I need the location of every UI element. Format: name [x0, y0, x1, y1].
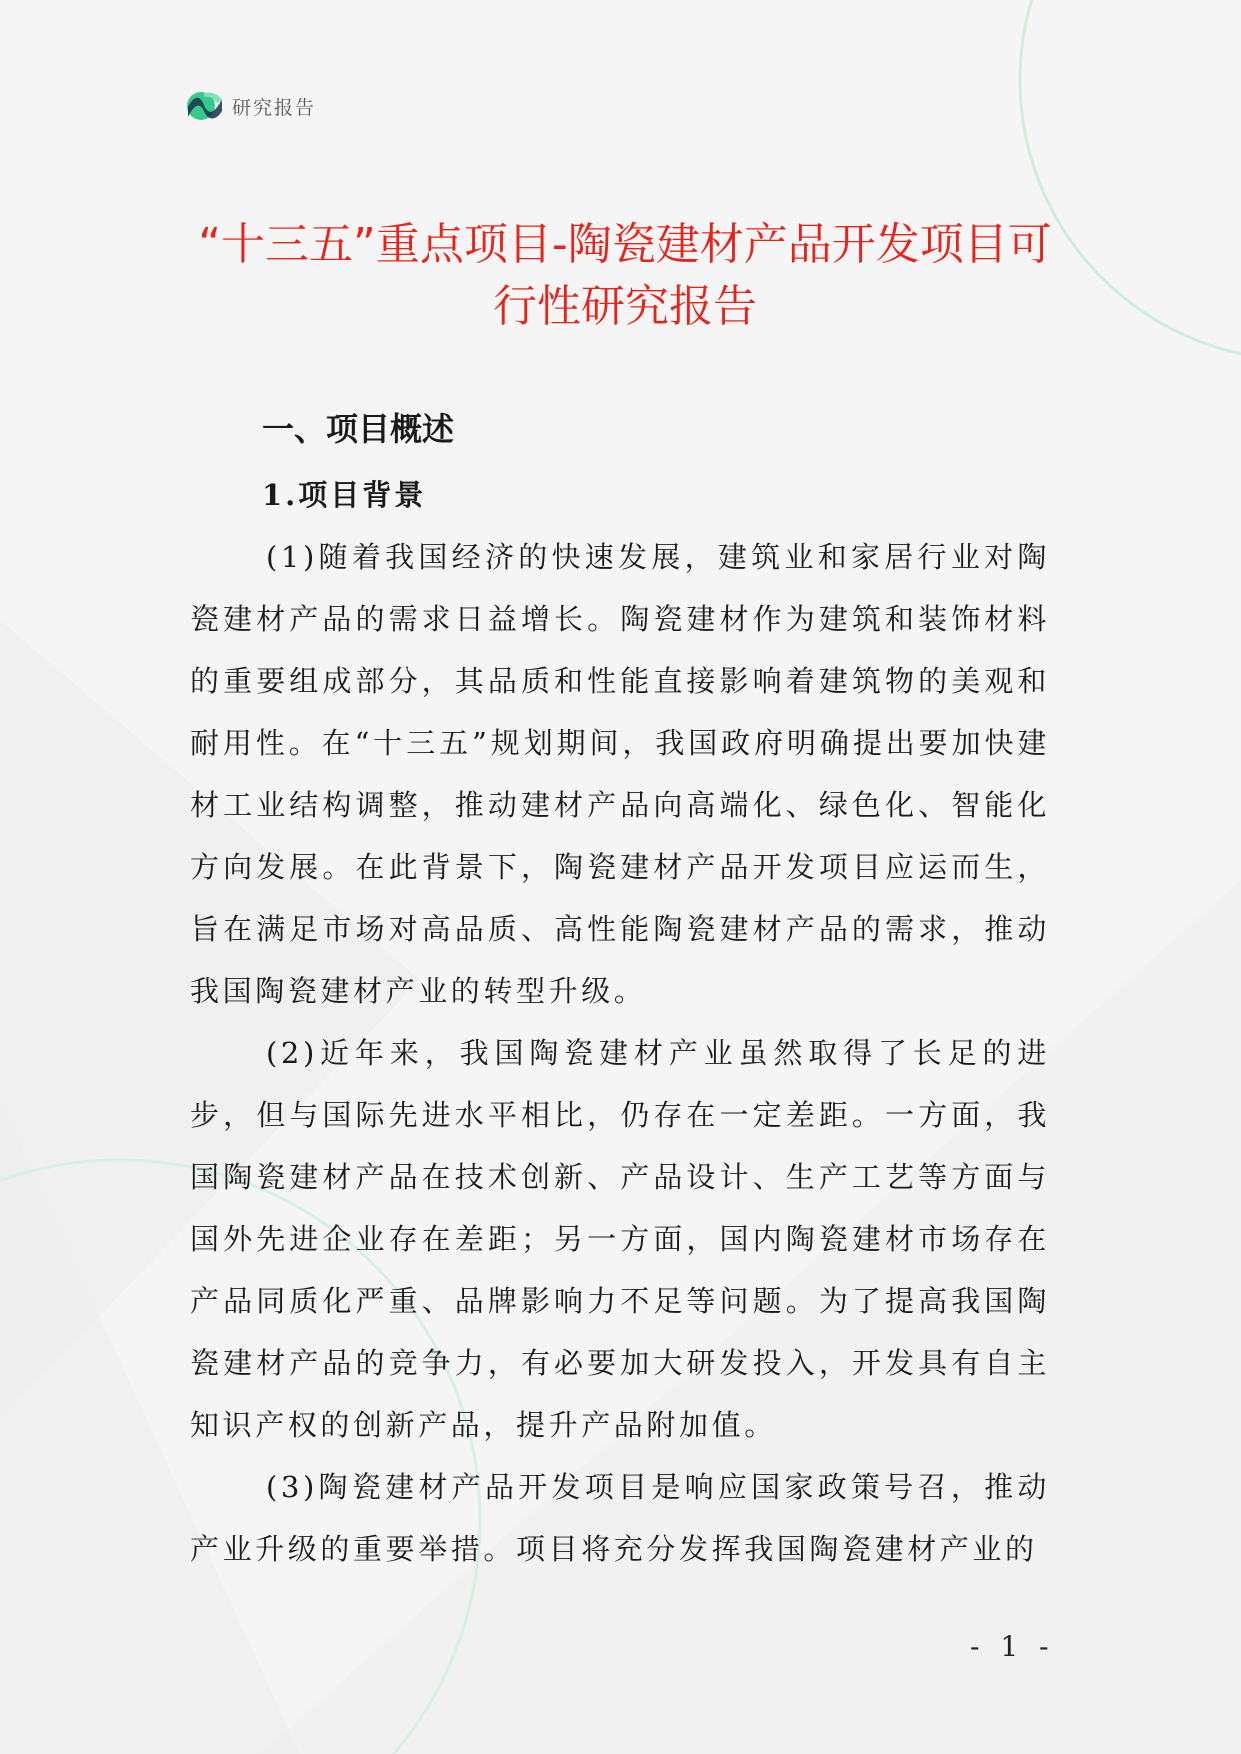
- page-number: - 1 -: [970, 1630, 1055, 1663]
- document-body: [190, 410, 1050, 1588]
- header-label: 研究报告: [232, 96, 317, 119]
- sub-heading: 1.项目背景: [262, 478, 427, 512]
- document-title: “十三五”重点项目-陶瓷建材产品开发项目可行性研究报告: [198, 219, 1052, 332]
- paragraph-2: (2)近年来，我国陶瓷建材产业虽然取得了长足的进步，但与国际先进水平相比，仍存在一定差距。一方面，我国陶瓷建材产品在技术创新、产品设计、生产工艺等方面与国外先进企业存在差距；另一方面，国内陶瓷建材市场存在产品同质化严重、品牌影响力不足等问题。为了提高我国陶瓷建材产品的竞争力，有必要加大研发投入，开发具有自主知识产权的创新产品，提升产品附加值。: [190, 1036, 1050, 1442]
- report-header: [186, 88, 316, 124]
- paragraph-1: (1)随着我国经济的快速发展，建筑业和家居行业对陶瓷建材产品的需求日益增长。陶瓷建材作为建筑和装饰材料的重要组成部分，其品质和性能直接影响着建筑物的美观和耐用性。在“十三五”规划期间，我国政府明确提出要加快建材工业结构调整，推动建材产品向高端化、绿色化、智能化方向发展。在此背景下，陶瓷建材产品开发项目应运而生，旨在满足市场对高品质、高性能陶瓷建材产品的需求，推动我国陶瓷建材产业的转型升级。: [190, 540, 1050, 1008]
- section-heading: 一、项目概述: [262, 410, 455, 448]
- paragraph-3: (3)陶瓷建材产品开发项目是响应国家政策号召，推动产业升级的重要举措。项目将充分发挥我国陶瓷建材产业的: [190, 1470, 1050, 1566]
- brand-logo-icon: [186, 89, 224, 123]
